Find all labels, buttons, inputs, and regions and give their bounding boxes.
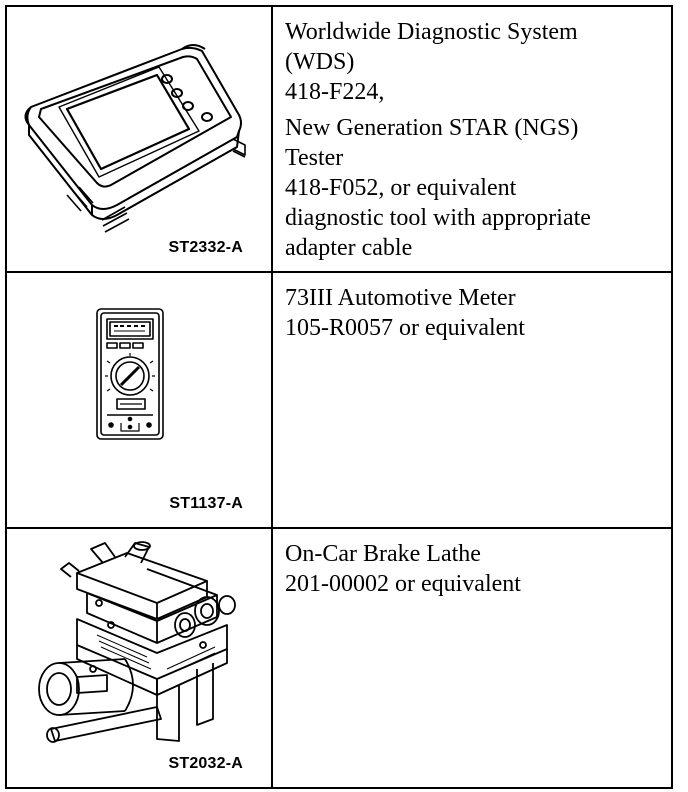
description-line: (WDS) xyxy=(285,49,355,75)
tool-row-wds xyxy=(6,6,672,272)
diagnostic-tester-illustration xyxy=(7,7,273,271)
tool-row-meter xyxy=(6,272,672,528)
special-tools-table xyxy=(5,5,673,789)
description-line: On-Car Brake Lathe xyxy=(285,541,481,567)
tool-description-cell xyxy=(272,528,672,788)
tool-description-cell xyxy=(272,272,672,528)
description-line: 73III Automotive Meter xyxy=(285,285,516,311)
tool-image-cell xyxy=(6,6,272,272)
description-line: 201-00002 or equivalent xyxy=(285,571,521,597)
tool-image-cell xyxy=(6,528,272,788)
description-line: Worldwide Diagnostic System xyxy=(285,19,578,45)
description-line: 418-F052, or equivalent xyxy=(285,175,517,201)
description-line: adapter cable xyxy=(285,235,413,261)
tool-code: ST2032-A xyxy=(168,755,243,772)
tool-description xyxy=(285,283,671,343)
tool-description-cell xyxy=(272,6,672,272)
description-line: 418-F224, xyxy=(285,79,385,105)
description-line: diagnostic tool with appropriate xyxy=(285,205,591,231)
tool-code: ST2332-A xyxy=(168,239,243,256)
multimeter-illustration xyxy=(7,273,273,527)
description-line: Tester xyxy=(285,145,344,171)
tool-row-lathe xyxy=(6,528,672,788)
tool-description xyxy=(285,113,671,263)
tool-description xyxy=(285,17,671,107)
description-line: 105-R0057 or equivalent xyxy=(285,315,525,341)
tool-description xyxy=(285,539,671,599)
tool-image-cell xyxy=(6,272,272,528)
tool-code: ST1137-A xyxy=(169,495,243,512)
brake-lathe-illustration xyxy=(7,529,273,787)
description-line: New Generation STAR (NGS) xyxy=(285,115,579,141)
